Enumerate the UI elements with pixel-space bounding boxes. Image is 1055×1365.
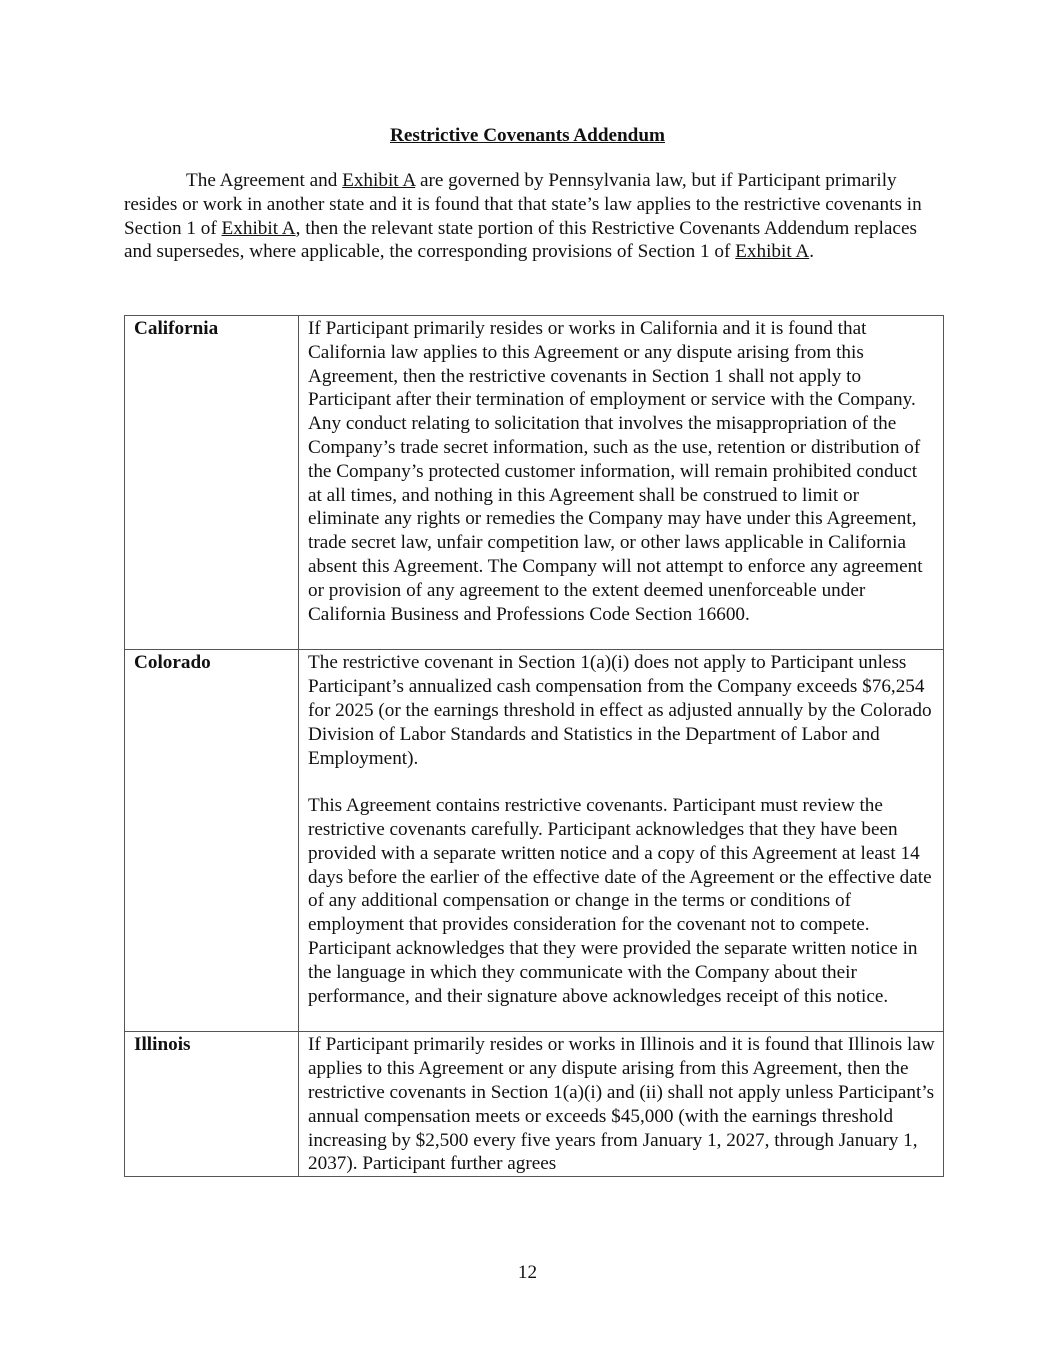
intro-text: . bbox=[809, 241, 815, 263]
table-row-illinois bbox=[125, 1032, 944, 1177]
table-row-california bbox=[125, 316, 944, 650]
state-provision-cell bbox=[299, 1032, 944, 1177]
intro-text: , then the relevant state portion of this Restrictive Covenants Addendum replaces and supersedes, where applicable, the corresponding provisions of Section 1 of bbox=[124, 217, 917, 263]
exhibit-a-link[interactable]: Exhibit A bbox=[342, 170, 416, 191]
provision-paragraph: This Agreement contains restrictive covenants. Participant must review the restrictive covenants carefully. Participant acknowledges that they have been provided with a separate written notice and a copy of this Agreement at least 14 days before the earlier of the effective date of the Agreement or the effective date of any additional compensation or change in the terms or conditions of employment that provides consideration for the covenant not to compete. Participant acknowledges that they were provided the separate written notice in the language in which they communicate with the Company about their performance, and their signature above acknowledges receipt of this notice. bbox=[308, 795, 932, 1007]
state-provision-cell bbox=[299, 316, 944, 650]
state-name-cell: Colorado bbox=[125, 650, 299, 1032]
intro-text: are governed by Pennsylvania law, but if Participant primarily resides or work in another state and it is found that that state’s law applies to the restrictive covenants in Section 1 of bbox=[124, 170, 922, 239]
exhibit-a-link[interactable]: Exhibit A bbox=[221, 217, 296, 239]
provision-paragraph: The restrictive covenant in Section 1(a)(i) does not apply to Participant unless Participant’s annualized cash compensation from the Company exceeds $76,254 for 2025 (or the earnings threshold in effect as adjusted annually by the Colorado Division of Labor Standards and Statistics in the Department of Labor and Employment). bbox=[308, 652, 932, 769]
exhibit-a-link[interactable]: Exhibit A bbox=[735, 241, 810, 263]
page-title: Restrictive Covenants Addendum bbox=[389, 125, 666, 146]
state-name-cell: California bbox=[125, 316, 299, 650]
state-provision-cell bbox=[299, 650, 944, 1032]
provision-paragraph: If Participant primarily resides or works in California and it is found that California law applies to this Agreement or any dispute arising from this Agreement, then the restrictive covenants in Section 1 shall not apply to Participant after their termination of employment or service with the Company. Any conduct relating to solicitation that involves the misappropriation of the Company’s trade secret information, such as the use, retention or distribution of the Company’s protected customer information, will remain prohibited conduct at all times, and nothing in this Agreement shall be construed to limit or eliminate any rights or remedies the Company may have under this Agreement, trade secret law, unfair competition law, or other laws applicable in California absent this Agreement. The Company will not attempt to enforce any agreement or provision of any agreement to the extent deemed unenforceable under California Business and Professions Code Section 16600. bbox=[308, 318, 923, 625]
table-row-colorado bbox=[125, 650, 944, 1032]
state-name-cell: Illinois bbox=[125, 1032, 299, 1177]
state-covenants-table bbox=[124, 315, 944, 1177]
provision-paragraph: If Participant primarily resides or works in Illinois and it is found that Illinois law applies to this Agreement or any dispute arising from this Agreement, then the restrictive covenants in Section 1(a)(i) and (ii) shall not apply unless Participant’s annual compensation meets or exceeds $45,000 (with the earnings threshold increasing by $2,500 every five years from January 1, 2027, through January 1, 2037). Participant further agrees bbox=[308, 1034, 935, 1175]
page-number: 12 bbox=[517, 1262, 538, 1283]
intro-text: The Agreement and bbox=[186, 170, 343, 191]
intro-paragraph bbox=[124, 169, 924, 264]
